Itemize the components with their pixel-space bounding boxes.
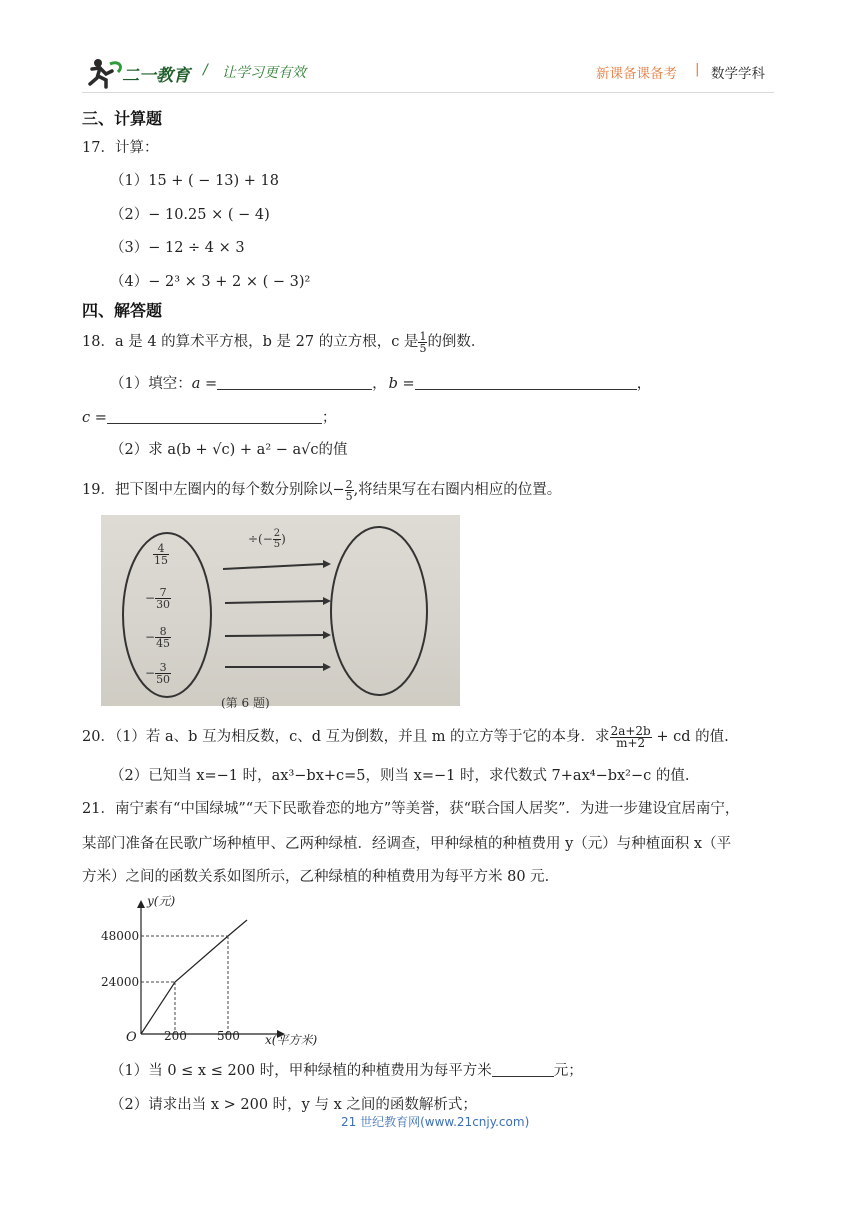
header-divider: /: [203, 62, 208, 78]
graph-y-label: y(元): [147, 894, 176, 908]
header-rule: [82, 92, 774, 93]
q19-value-3: [145, 626, 171, 649]
graph-x-tick-200: 200: [164, 1029, 187, 1043]
q17-label: 17．计算：: [82, 140, 159, 156]
q19-value-1: [153, 543, 169, 566]
q19-value-2: [145, 587, 171, 610]
q17-item-2: （2）− 10.25 × ( − 4): [110, 207, 270, 223]
q19-value-1-den: 15: [154, 554, 168, 567]
q18-a-eq: a =: [191, 376, 218, 392]
q21-cost-graph: [95, 892, 345, 1052]
footer-source[interactable]: 21 世纪教育网(www.21cnjy.com): [341, 1115, 530, 1129]
slogan: 让学习更有效: [222, 65, 306, 81]
q18-c-eq: c =: [82, 410, 107, 426]
q19-stem-text: 19．把下图中左圈内的每个数分别除以−: [82, 482, 345, 498]
graph-x-tick-500: 500: [217, 1029, 240, 1043]
q18-part2: （2）求 a(b + √c) + a² − a√c的值: [110, 442, 348, 458]
graph-origin: O: [126, 1030, 137, 1045]
q19-frac-num: 2: [345, 477, 353, 491]
header-course-label: 新课备课备考: [596, 66, 677, 82]
q18-b-eq: b =: [388, 376, 415, 392]
q19-value-4-frac: [155, 662, 171, 685]
q17-item-1: （1）15 + ( − 13) + 18: [110, 173, 279, 189]
graph-function-line: [141, 920, 247, 1034]
q21-stem-line-2: 某部门准备在民歌广场种植甲、乙两种绿植．经调查，甲种绿植的种植费用 y（元）与种植面积 x（平: [82, 836, 732, 852]
q18-stem-text: 18．a 是 4 的算术平方根，b 是 27 的立方根，c 是: [82, 334, 419, 350]
brand-name: 二一教育: [122, 66, 190, 86]
header-subject-label: 数学学科: [711, 66, 765, 82]
graph-y-tick-48000: 48000: [101, 929, 140, 943]
q19-op-num: 2: [273, 528, 281, 539]
q19-value-2-frac: [155, 587, 171, 610]
q18-p1-label: （1）填空：: [110, 376, 192, 392]
q17-item-3: （3）− 12 ÷ 4 × 3: [110, 240, 245, 256]
q18-c-blank[interactable]: [107, 409, 322, 424]
q20-part1: [82, 725, 729, 749]
q19-figure-photo: [101, 515, 460, 710]
q19-figure-caption: (第 6 题): [221, 696, 270, 710]
q19-value-1-num: 4: [153, 543, 169, 555]
q21-stem-line-1: 21．南宁素有“中国绿城”“天下民歌眷恋的地方”等美誉，获“联合国人居奖”．为进一步建设宜居南宁，: [82, 801, 740, 817]
q19-value-4-den: 50: [156, 673, 171, 686]
q21-p1-text: （1）当 0 ≤ x ≤ 200 时，甲种绿植的种植费用为每平方米: [110, 1063, 492, 1079]
q20-frac-num: 2a+2b: [610, 723, 651, 738]
q21-part1: [110, 1059, 583, 1080]
q18-b-blank[interactable]: [415, 375, 637, 390]
q18-frac-den: 5: [419, 341, 427, 355]
section-title-calculation: 三、计算题: [82, 109, 163, 128]
graph-y-tick-24000: 24000: [101, 975, 140, 989]
graph-x-label: x(平方米): [265, 1033, 318, 1047]
q18-a-blank[interactable]: [217, 375, 372, 390]
q17-item-4: （4）− 2³ × 3 + 2 × ( − 3)²: [110, 274, 311, 290]
q18-semicolon: ；: [321, 410, 337, 426]
q19-op-suffix: ): [281, 532, 286, 546]
q19-value-2-num: 7: [155, 587, 171, 599]
header-separator: |: [695, 61, 700, 77]
q19-stem-end: ,将结果写在右圈内相应的位置。: [353, 482, 562, 498]
q18-stem: [82, 330, 485, 354]
q21-part2: （2）请求出当 x > 200 时，y 与 x 之间的函数解析式；: [110, 1097, 477, 1113]
q19-value-3-den: 45: [156, 637, 171, 650]
q19-stem: [82, 478, 561, 502]
q19-operation-label: [248, 529, 286, 550]
q21-stem-line-3: 方米）之间的函数关系如图所示，乙种绿植的种植费用为每平方米 80 元．: [82, 869, 560, 885]
q20-part2: （2）已知当 x=−1 时，ax³−bx+c=5，则当 x=−1 时，求代数式 7+ax⁴−bx²−c 的值.: [110, 768, 690, 784]
q20-p1-text: 20．（1）若 a、b 互为相反数，c、d 互为倒数，并且 m 的立方等于它的本身．求: [82, 729, 610, 745]
q19-op-fraction: [273, 529, 281, 550]
q18-comma-1: ，: [372, 376, 387, 392]
q18-part1: [110, 372, 651, 393]
q18-stem-end: 的倒数．: [427, 334, 486, 350]
graph-y-arrow: [137, 900, 145, 908]
q19-value-1-frac: [153, 543, 169, 566]
q19-value-3-sign: −: [145, 630, 156, 644]
q20-fraction: [610, 723, 652, 750]
q18-c-line: [82, 406, 336, 427]
q19-frac-den: 5: [345, 489, 353, 503]
q20-p1-end: + cd 的值.: [656, 729, 729, 745]
q19-op-prefix: ÷(−: [248, 532, 273, 546]
q19-value-3-num: 8: [155, 626, 171, 638]
q21-p1-blank[interactable]: [492, 1062, 554, 1077]
q19-op-den: 5: [273, 539, 281, 550]
q21-p1-end: 元；: [553, 1063, 583, 1079]
q19-value-4-num: 3: [155, 662, 171, 674]
q18-frac-num: 1: [419, 329, 427, 343]
q20-frac-den: m+2: [616, 735, 646, 750]
q19-fraction: [345, 479, 354, 502]
q19-value-2-den: 30: [156, 598, 171, 611]
q18-comma-2: ，: [636, 376, 652, 392]
q19-value-4-sign: −: [145, 666, 156, 680]
q19-value-2-sign: −: [145, 591, 156, 605]
q19-value-3-frac: [155, 626, 171, 649]
section-title-answer: 四、解答题: [82, 301, 163, 320]
q19-value-4: [145, 662, 171, 685]
